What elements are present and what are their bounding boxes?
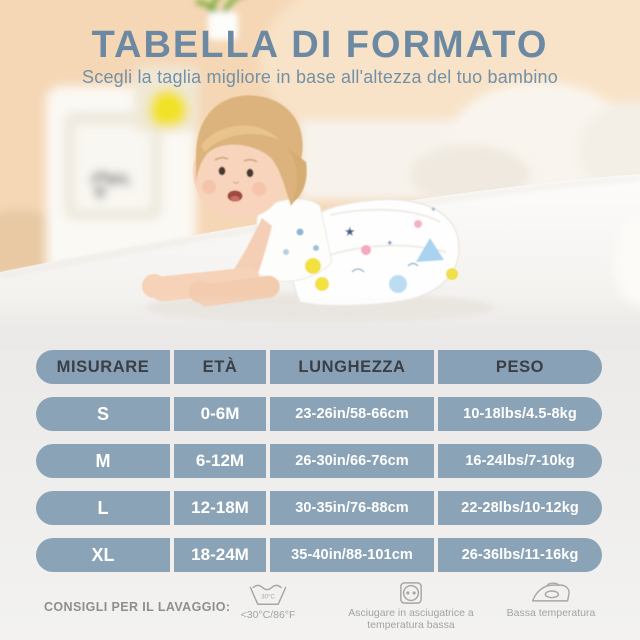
care-label-tumble-dry: Asciugare in asciugatrice a temperatura bassa (348, 607, 474, 631)
photo-fade (0, 295, 640, 350)
size-table (36, 350, 602, 572)
row-m-size: M (36, 444, 170, 478)
row-s-size: S (36, 397, 170, 431)
baby-head (193, 95, 307, 219)
care-item-tumble-dry (346, 581, 476, 631)
row-l-age: 12-18M (174, 491, 266, 525)
row-s-age: 0-6M (174, 397, 266, 431)
row-m-age: 6-12M (174, 444, 266, 478)
row-xl-weight: 26-36lbs/11-16kg (438, 538, 602, 572)
care-item-iron (486, 581, 616, 619)
row-m-weight: 16-24lbs/7-10kg (438, 444, 602, 478)
row-l-size: L (36, 491, 170, 525)
row-xl-size: XL (36, 538, 170, 572)
iron-low-icon (530, 581, 572, 605)
tumble-dry-icon (399, 581, 423, 605)
col-header-peso: PESO (438, 350, 602, 384)
care-label-wash: <30°C/86°F (240, 609, 296, 621)
svg-text:✦: ✦ (386, 239, 394, 249)
page-title: TABELLA DI FORMATO (91, 24, 549, 66)
row-l-length: 30-35in/76-88cm (270, 491, 434, 525)
page-subtitle: Scegli la taglia migliore in base all'altezza del tuo bambino (82, 67, 558, 87)
picture-frame (74, 124, 152, 210)
col-header-misurare: MISURARE (36, 350, 170, 384)
svg-text:✦: ✦ (430, 205, 437, 214)
svg-text:★: ★ (344, 225, 356, 240)
care-heading: CONSIGLI PER IL LAVAGGIO: (44, 600, 231, 614)
svg-text:30°C: 30°C (261, 594, 275, 601)
row-s-weight: 10-18lbs/4.5-8kg (438, 397, 602, 431)
care-item-wash (218, 581, 318, 621)
row-xl-age: 18-24M (174, 538, 266, 572)
col-header-lunghezza: LUNGHEZZA (270, 350, 434, 384)
care-label-iron: Bassa temperatura (506, 607, 596, 619)
row-l-weight: 22-28lbs/10-12kg (438, 491, 602, 525)
row-xl-length: 35-40in/88-101cm (270, 538, 434, 572)
col-header-eta: ETÀ (174, 350, 266, 384)
wash-30-icon (246, 581, 290, 607)
row-m-length: 26-30in/66-76cm (270, 444, 434, 478)
row-s-length: 23-26in/58-66cm (270, 397, 434, 431)
care-instructions (0, 578, 640, 640)
